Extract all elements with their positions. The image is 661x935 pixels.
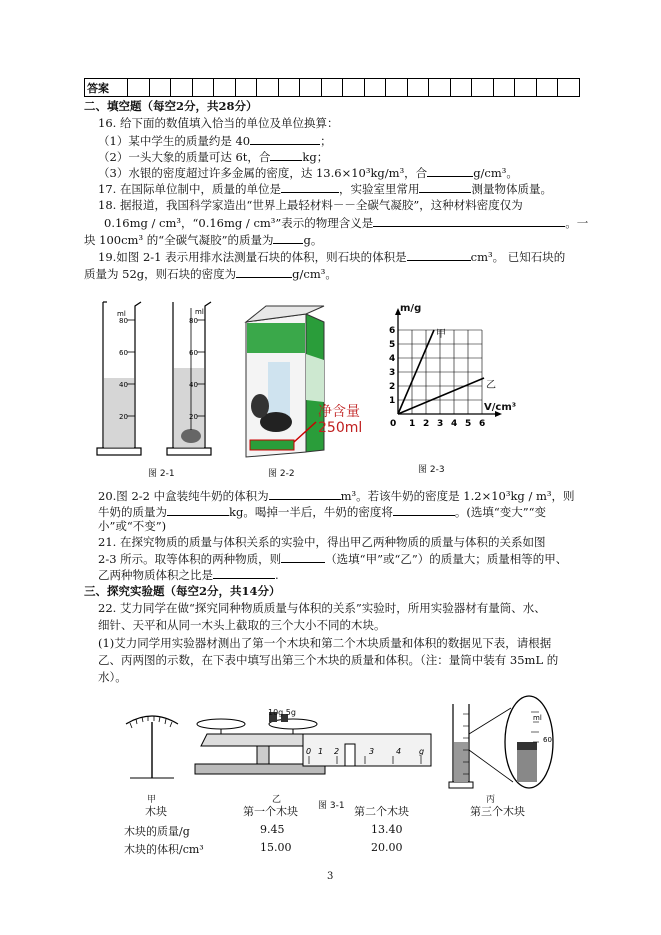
q22-line3: (1)艾力同学用实验器材测出了第一个木块和第二个木块质量和体积的数据见下表，请根据 [98, 636, 552, 650]
figure-3-1-bing-cylinder [447, 690, 562, 795]
svg-text:2: 2 [389, 382, 396, 392]
q21-line2: 2-3 所示。取等体积的两种物质，则 （选填“甲”或“乙”）的质量大；质量相等的甲、 [98, 552, 568, 566]
blank[interactable] [236, 266, 292, 278]
svg-text:0: 0 [306, 747, 312, 756]
svg-text:1: 1 [318, 747, 324, 756]
blank[interactable] [419, 181, 471, 193]
q22-line1: 22. 艾力同学在做“探究同种物质质量与体积的关系”实验时，所用实验器材有量筒、水、 [98, 601, 546, 615]
q16-1: （1）某中学生的质量约是 40 ； [98, 134, 332, 148]
svg-text:2: 2 [423, 419, 430, 429]
svg-text:4: 4 [396, 747, 402, 756]
figure-2-1-cylinders [95, 298, 225, 463]
table-header-0: 木块 [145, 805, 167, 818]
figure-3-1-yi-balance [193, 710, 438, 790]
svg-text:40: 40 [189, 381, 198, 389]
svg-text:5: 5 [389, 340, 396, 350]
svg-text:20: 20 [119, 413, 128, 421]
table-cell: 13.40 [371, 823, 403, 836]
answer-table [84, 78, 580, 97]
svg-text:3: 3 [437, 419, 444, 429]
q16-3: （3）水银的密度超过许多金属的密度，达 13.6×10³kg/m³，合 g/cm³。 [98, 166, 518, 180]
q20-line1: 20.图 2-2 中盒装纯牛奶的体积为 m³。若该牛奶的密度是 1.2×10³kg / m³，则 [98, 489, 575, 503]
page-number: 3 [327, 871, 334, 882]
blank[interactable] [373, 215, 565, 227]
table-cell: 20.00 [371, 841, 403, 854]
section2-heading: 二、填空题（每空2分，共28分） [84, 99, 258, 113]
q21-line1: 21. 在探究物质的质量与体积关系的实验中，得出甲乙两种物质的质量与体积的关系如图 [98, 535, 546, 549]
svg-text:60: 60 [543, 736, 552, 744]
blank[interactable] [213, 567, 275, 579]
blank[interactable] [270, 149, 302, 161]
svg-text:80: 80 [119, 317, 128, 325]
svg-text:6: 6 [479, 419, 486, 429]
blank[interactable] [393, 504, 455, 516]
svg-text:5: 5 [465, 419, 472, 429]
q18-line3: 块 100cm³ 的“全碳气凝胶”的质量为 g。 [84, 233, 323, 247]
svg-text:2: 2 [334, 747, 340, 756]
weights-label: 10g 5g [268, 708, 296, 717]
q18-line2: 0.16mg / cm³，“0.16mg / cm³”表示的物理含义是 。一 [104, 216, 589, 230]
q22-line2: 细针、天平和从同一木头上截取的三个大小不同的木块。 [98, 618, 386, 632]
q20-line2: 牛奶的质量为 kg。喝掉一半后，牛奶的密度将 。(选填“变大”“变 [98, 505, 546, 519]
figure-2-2-caption: 图 2-2 [268, 469, 295, 479]
svg-text:20: 20 [189, 413, 198, 421]
table-cell: 9.45 [260, 823, 285, 836]
svg-text:g: g [419, 747, 425, 756]
blank[interactable] [407, 249, 471, 261]
svg-text:ml: ml [117, 310, 126, 318]
q16-2: （2）一头大象的质量可达 6t，合 kg； [98, 150, 329, 164]
graph-x-label: V/cm³ [484, 402, 517, 413]
q20-line3: 小”或“不变”) [98, 519, 167, 533]
blank[interactable] [269, 488, 341, 500]
graph-series-yi: 乙 [486, 380, 496, 391]
figure-2-3-caption: 图 2-3 [418, 465, 445, 475]
q19-line2: 质量为 52g，则石块的密度为 g/cm³。 [84, 267, 337, 281]
table-header-2: 第二个木块 [354, 805, 409, 818]
svg-text:ml: ml [533, 714, 542, 722]
svg-text:6: 6 [389, 326, 396, 336]
q16-text: 16. 给下面的数值填入恰当的单位及单位换算： [98, 116, 339, 130]
milk-net-label: 净含量 250ml [318, 404, 363, 436]
table-header-3: 第三个木块 [470, 805, 525, 818]
svg-text:3: 3 [389, 368, 396, 378]
svg-text:3: 3 [369, 747, 375, 756]
blank[interactable] [273, 232, 303, 244]
table-row-label: 木块的体积/cm³ [124, 843, 204, 856]
figure-3-1-caption: 图 3-1 [318, 801, 345, 811]
svg-text:4: 4 [451, 419, 458, 429]
q21-line3: 乙两种物质体积之比是 . [98, 568, 279, 582]
table-header-1: 第一个木块 [243, 805, 298, 818]
table-row-label: 木块的质量/g [124, 825, 190, 838]
section3-heading: 三、探究实验题（每空2分，共14分） [84, 584, 281, 598]
svg-text:60: 60 [189, 349, 198, 357]
svg-text:1: 1 [389, 396, 396, 406]
q22-line4: 乙、丙两图的示数，在下表中填写出第三个木块的质量和体积。（注：量筒中装有 35mL 的 [98, 653, 559, 667]
blank[interactable] [427, 165, 473, 177]
blank[interactable] [281, 181, 339, 193]
blank[interactable] [167, 504, 229, 516]
figure-3-1-jia-label: 甲 [147, 795, 157, 805]
svg-text:1: 1 [409, 419, 416, 429]
svg-text:60: 60 [119, 349, 128, 357]
svg-text:40: 40 [119, 381, 128, 389]
figure-2-3-graph [388, 302, 513, 447]
figure-3-1-jia-meter [122, 708, 182, 788]
graph-series-jia: 甲 [436, 329, 446, 340]
q17: 17. 在国际单位制中，质量的单位是 ，实验室里常用 测量物体质量。 [98, 182, 552, 196]
figure-3-1-yi-label: 乙 [272, 795, 282, 805]
q22-line5: 水）。 [98, 670, 127, 684]
svg-text:0: 0 [390, 419, 397, 429]
q19-line1: 19.如图 2-1 表示用排水法测量石块的体积，则石块的体积是 cm³。 已知石块的 [98, 250, 566, 264]
figure-2-2-milk-carton [240, 302, 380, 462]
blank[interactable] [281, 551, 325, 563]
svg-text:80: 80 [189, 317, 198, 325]
svg-text:ml: ml [195, 308, 204, 316]
q18-line1: 18. 据报道，我国科学家造出“世界上最轻材料－－全碳气凝胶”，这种材料密度仅为 [98, 198, 523, 212]
answer-label: 答案 [85, 79, 128, 97]
figure-2-1-caption: 图 2-1 [148, 469, 175, 479]
figure-3-1-bing-label: 丙 [486, 795, 496, 805]
svg-text:4: 4 [389, 354, 396, 364]
graph-y-label: m/g [400, 303, 422, 314]
blank[interactable] [250, 133, 320, 145]
table-cell: 15.00 [260, 841, 292, 854]
